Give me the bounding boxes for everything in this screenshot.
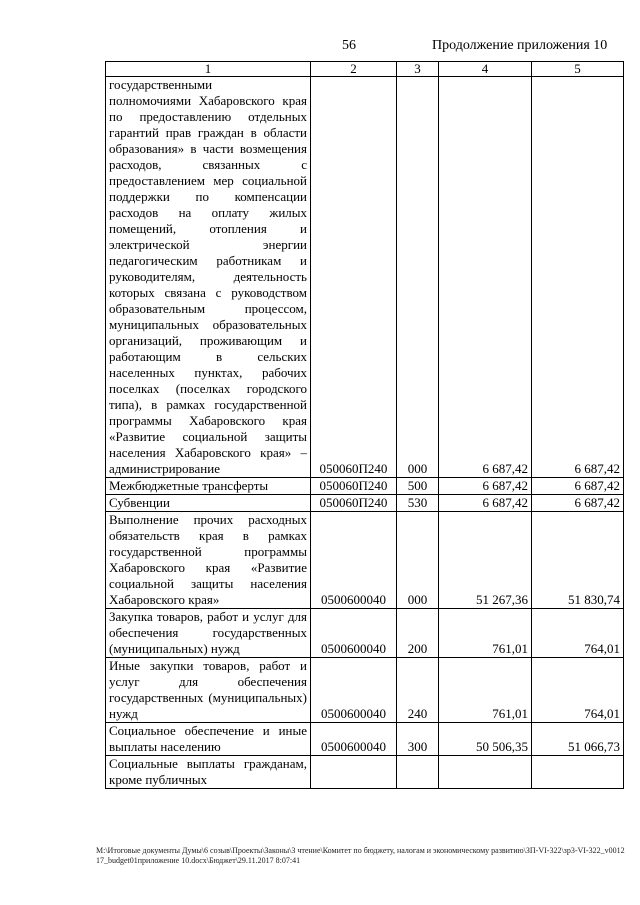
amount-year-1: 761,01 bbox=[439, 609, 532, 658]
table-row bbox=[106, 723, 624, 756]
target-article-code: 0500600040 bbox=[311, 658, 397, 723]
row-description: Закупка товаров, работ и услуг для обеспечения государственных (муниципальных) нужд bbox=[106, 609, 311, 658]
amount-year-2 bbox=[532, 756, 624, 789]
table-row bbox=[106, 658, 624, 723]
table-row bbox=[106, 756, 624, 789]
column-header: 4 bbox=[439, 62, 532, 77]
amount-year-1: 50 506,35 bbox=[439, 723, 532, 756]
page-number: 56 bbox=[342, 38, 356, 53]
target-article-code: 050060П240 bbox=[311, 478, 397, 495]
budget-table bbox=[105, 61, 624, 789]
table-row bbox=[106, 609, 624, 658]
amount-year-2: 6 687,42 bbox=[532, 478, 624, 495]
expense-type-code: 000 bbox=[397, 77, 439, 478]
amount-year-1: 51 267,36 bbox=[439, 512, 532, 609]
table-header-row bbox=[106, 62, 624, 77]
expense-type-code: 300 bbox=[397, 723, 439, 756]
continuation-label: Продолжение приложения 10 bbox=[432, 38, 608, 53]
row-description: Иные закупки товаров, работ и услуг для обеспечения государственных (муниципальных) нужд bbox=[106, 658, 311, 723]
file-path-footer: M:\Итоговые документы Думы\6 созыв\Проекты\Законы\3 чтение\Комитет по бюджету, налогам и экономическому развитию\ЗП-VI-322\зр3-VI-322_v001217_budget01приложение 10.docx\Бюджет\29.11.2017 8:07:41 bbox=[96, 846, 625, 865]
column-header: 1 bbox=[106, 62, 311, 77]
amount-year-2: 764,01 bbox=[532, 658, 624, 723]
row-description: Выполнение прочих расходных обязательств края в рамках государственной программы Хабаровского края «Развитие социальной защиты населения Хабаровского края» bbox=[106, 512, 311, 609]
row-description: Субвенции bbox=[106, 495, 311, 512]
target-article-code bbox=[311, 756, 397, 789]
column-header: 5 bbox=[532, 62, 624, 77]
expense-type-code: 500 bbox=[397, 478, 439, 495]
amount-year-1: 6 687,42 bbox=[439, 495, 532, 512]
amount-year-1 bbox=[439, 756, 532, 789]
amount-year-1: 6 687,42 bbox=[439, 77, 532, 478]
table-row bbox=[106, 77, 624, 478]
amount-year-2: 6 687,42 bbox=[532, 495, 624, 512]
target-article-code: 0500600040 bbox=[311, 512, 397, 609]
expense-type-code bbox=[397, 756, 439, 789]
table-row bbox=[106, 495, 624, 512]
amount-year-2: 51 830,74 bbox=[532, 512, 624, 609]
row-description: Межбюджетные трансферты bbox=[106, 478, 311, 495]
expense-type-code: 530 bbox=[397, 495, 439, 512]
expense-type-code: 240 bbox=[397, 658, 439, 723]
amount-year-1: 761,01 bbox=[439, 658, 532, 723]
amount-year-1: 6 687,42 bbox=[439, 478, 532, 495]
table-row bbox=[106, 512, 624, 609]
target-article-code: 050060П240 bbox=[311, 77, 397, 478]
amount-year-2: 764,01 bbox=[532, 609, 624, 658]
table-row bbox=[106, 478, 624, 495]
amount-year-2: 6 687,42 bbox=[532, 77, 624, 478]
target-article-code: 0500600040 bbox=[311, 723, 397, 756]
amount-year-2: 51 066,73 bbox=[532, 723, 624, 756]
expense-type-code: 200 bbox=[397, 609, 439, 658]
expense-type-code: 000 bbox=[397, 512, 439, 609]
row-description: Социальное обеспечение и иные выплаты населению bbox=[106, 723, 311, 756]
row-description: Социальные выплаты гражданам, кроме публичных bbox=[106, 756, 311, 789]
target-article-code: 050060П240 bbox=[311, 495, 397, 512]
column-header: 2 bbox=[311, 62, 397, 77]
column-header: 3 bbox=[397, 62, 439, 77]
row-description: государственными полномочиями Хабаровского края по предоставлению отдельных гарантий прав граждан в области образования» в части возмещения расходов, связанных с предоставлением мер социальной поддержки по компенсации расходов на оплату жилых помещений, отопления и электрической энергии педагогическим работникам и руководителям, деятельность которых связана с руководством образовательным процессом, муниципальных образовательных организаций, проживающим и работающим в сельских населенных пунктах, рабочих поселках (поселках городского типа), в рамках государственной программы Хабаровского края «Развитие социальной защиты населения Хабаровского края» – администрирование bbox=[106, 77, 311, 478]
target-article-code: 0500600040 bbox=[311, 609, 397, 658]
